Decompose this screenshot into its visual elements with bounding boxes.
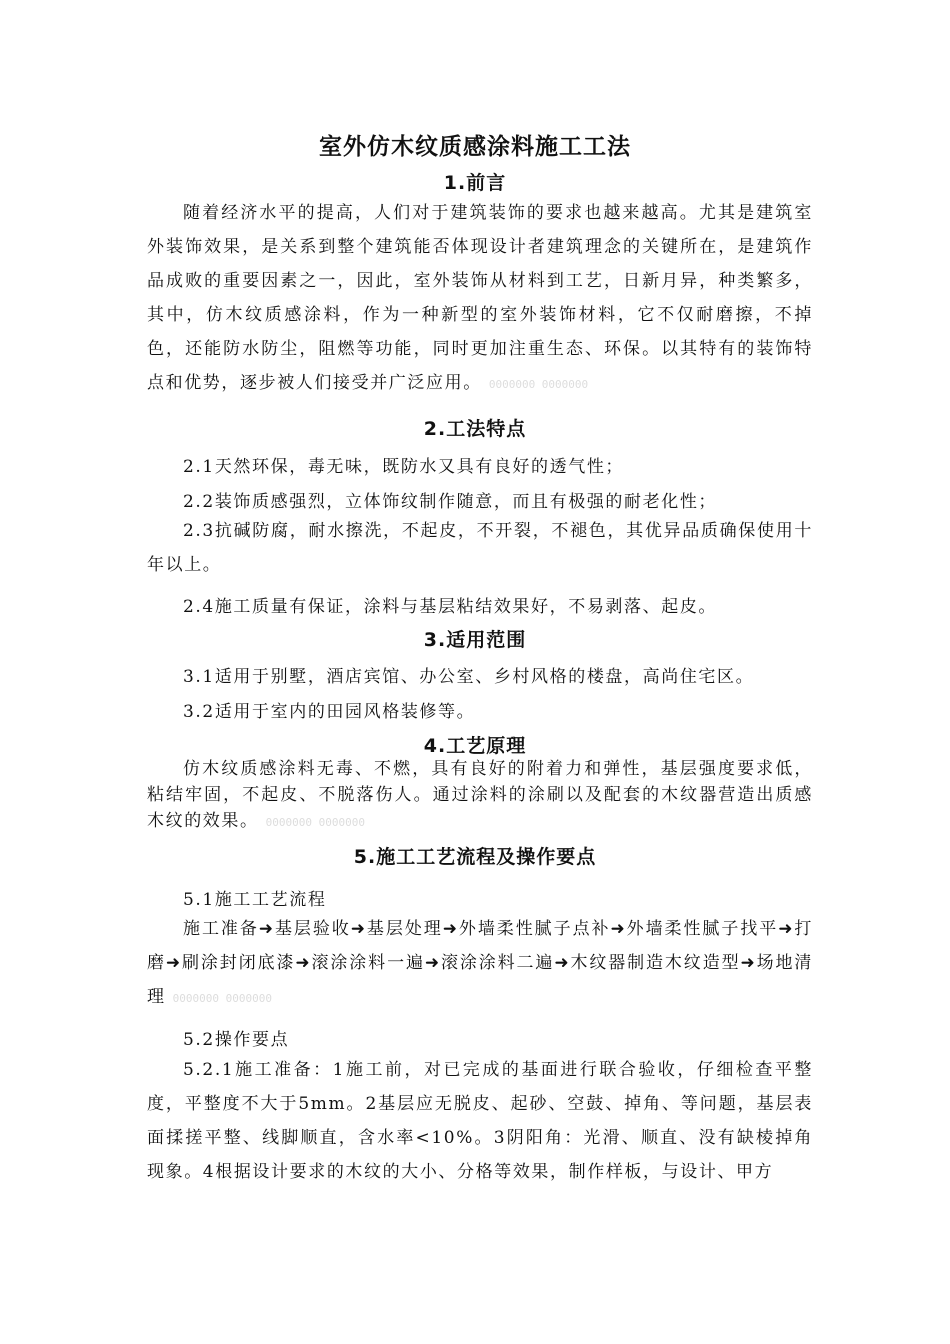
feature-item: 2.2装饰质感强烈，立体饰纹制作随意，而且有极强的耐老化性；: [183, 492, 718, 512]
preface-text: 随着经济水平的提高，人们对于建筑装饰的要求也越来越高。尤其是建筑室外装饰效果，是关系到整个建筑能否体现设计者建筑理念的关键所在，是建筑作品成败的重要因素之一，因此，室外装饰从材料到工艺，日新月异，种类繁多，其中，仿木纹质感涂料，作为一种新型的室外装饰材料，它不仅耐磨擦，不掉色，还能防水防尘，阻燃等功能，同时更加注重生态、环保。以其特有的装饰特点和优势，逐步被人们接受并广泛应用。: [147, 203, 813, 393]
document-title: 室外仿木纹质感涂料施工工法: [319, 134, 631, 160]
section-heading-scope: 3.适用范围: [423, 629, 527, 651]
section-heading-features: 2.工法特点: [423, 418, 527, 440]
section-heading-preface: 1.前言: [443, 172, 507, 194]
scope-item: 3.2适用于室内的田园风格装修等。: [183, 702, 476, 722]
faint-watermark: 0000000 0000000: [172, 992, 272, 1005]
feature-item: 2.4施工质量有保证，涂料与基层粘结效果好，不易剥落、起皮。: [183, 597, 718, 617]
principle-text: 仿木纹质感涂料无毒、不燃，具有良好的附着力和弹性，基层强度要求低，粘结牢固，不起皮、不脱落伤人。通过涂料的涂刷以及配套的木纹器营造出质感木纹的效果。: [147, 759, 813, 831]
faint-watermark: 0000000 0000000: [265, 816, 365, 829]
process-flow-text: 施工准备➜基层验收➜基层处理➜外墙柔性腻子点补➜外墙柔性腻子找平➜打磨➜刷涂封闭底漆➜滚涂涂料一遍➜滚涂涂料二遍➜木纹器制造木纹造型➜场地清理: [147, 919, 813, 1007]
process-flow-paragraph: [147, 912, 813, 1016]
subheading-key-points: 5.2操作要点: [183, 1030, 290, 1050]
feature-item: 2.1天然环保，毒无味，既防水又具有良好的透气性；: [183, 457, 625, 477]
scope-item: 3.1适用于别墅，酒店宾馆、办公室、乡村风格的楼盘，高尚住宅区。: [183, 667, 755, 687]
section-heading-principle: 4.工艺原理: [423, 735, 527, 757]
key-points-paragraph: 5.2.1施工准备：1施工前，对已完成的基面进行联合验收，仔细检查平整度，平整度不大于5mm。2基层应无脱皮、起砂、空鼓、掉角、等问题，基层表面揉搓平整、线脚顺直，含水率<10%。3阴阳角：光滑、顺直、没有缺棱掉角现象。4根据设计要求的木纹的大小、分格等效果，制作样板，与设计、甲方: [147, 1060, 813, 1182]
preface-paragraph: [147, 196, 813, 402]
section-heading-process: 5.施工工艺流程及操作要点: [353, 846, 597, 868]
feature-item: 2.3抗碱防腐，耐水擦洗，不起皮，不开裂，不褪色，其优异品质确保使用十年以上。: [147, 521, 813, 575]
subheading-process-flow: 5.1施工工艺流程: [183, 890, 327, 910]
principle-paragraph: [147, 756, 813, 836]
faint-watermark: 0000000 0000000: [488, 378, 589, 391]
